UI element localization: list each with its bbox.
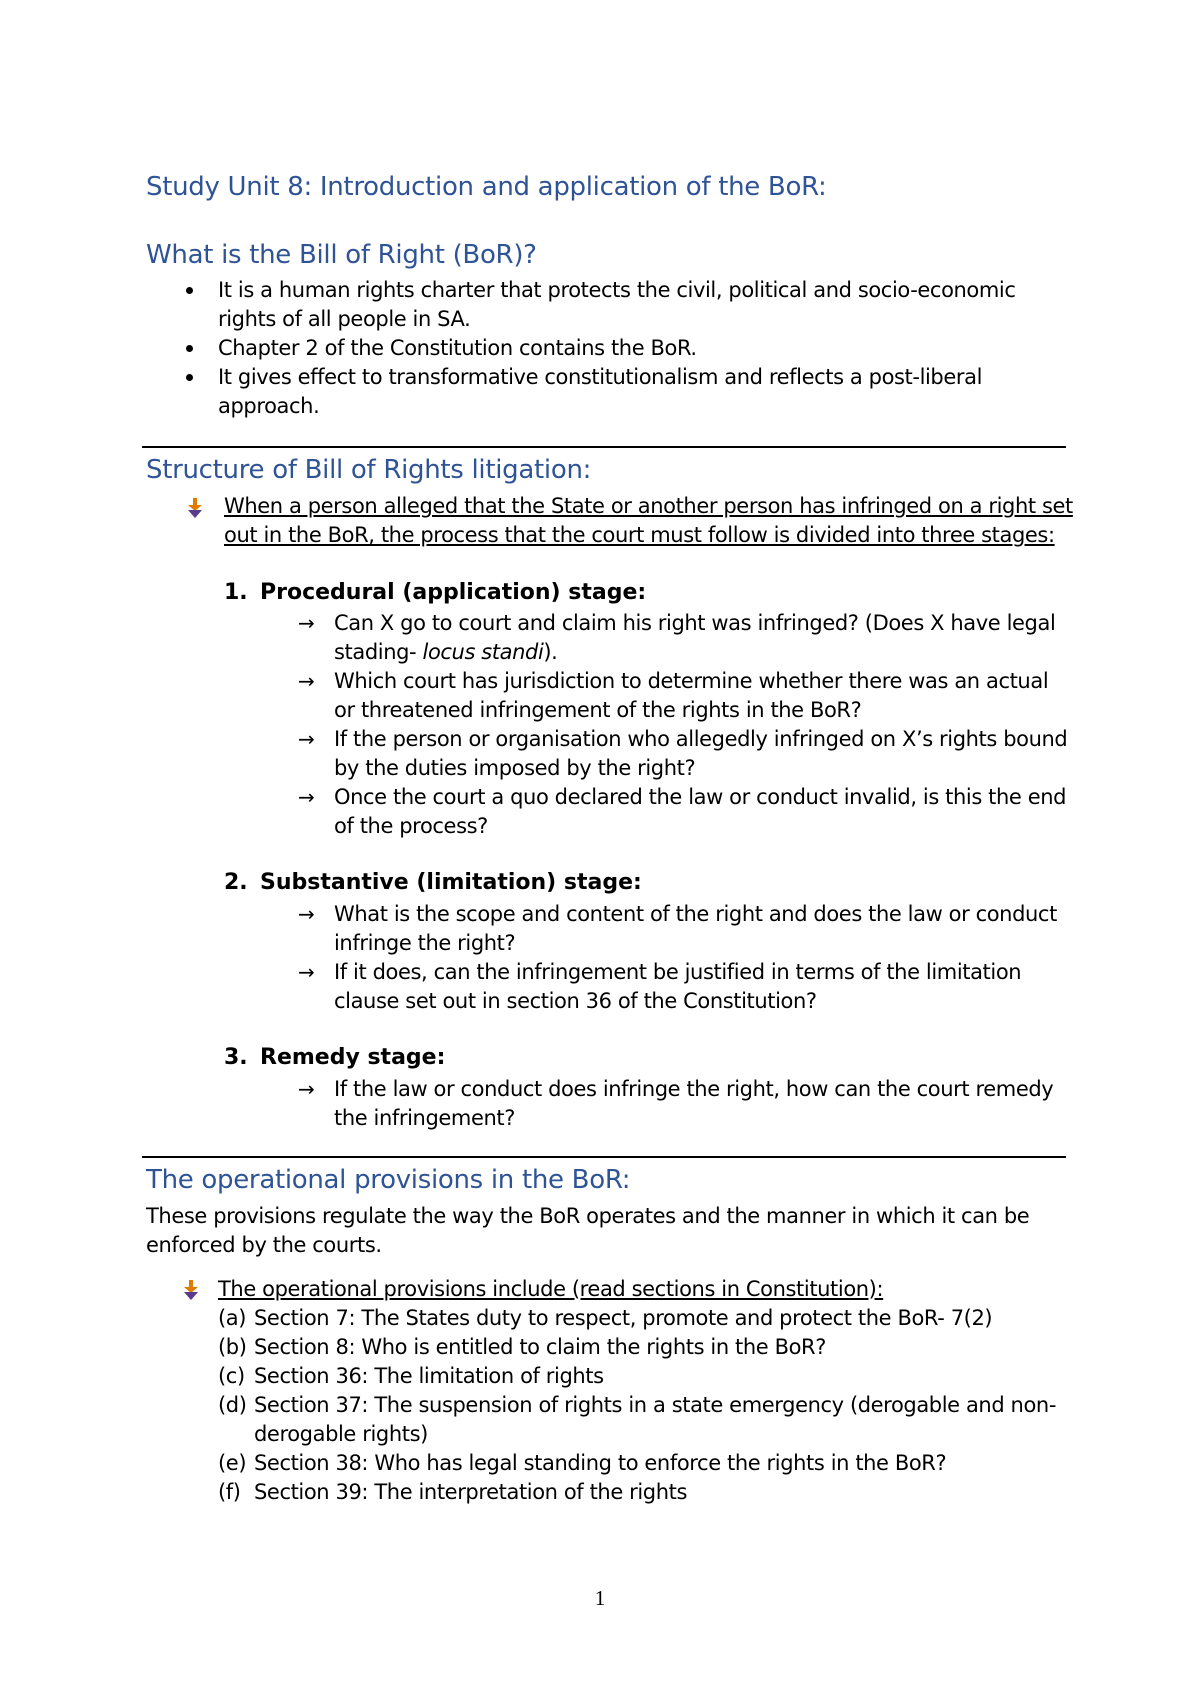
- list-item: → If the law or conduct does infringe the right, how can the court remedy the infringement?: [298, 1077, 1054, 1130]
- remedy-question-list: [298, 1075, 1074, 1133]
- list-item: (c) Section 36: The limitation of rights: [218, 1364, 604, 1388]
- right-arrow-icon: →: [298, 1077, 315, 1101]
- page-title: Study Unit 8: Introduction and application of the BoR:: [146, 172, 827, 202]
- list-item: (b) Section 8: Who is entitled to claim the rights in the BoR?: [218, 1335, 826, 1359]
- list-item: → Which court has jurisdiction to determine whether there was an actual or threatened infringement of the rights in the BoR?: [298, 669, 1049, 722]
- right-arrow-icon: →: [298, 611, 315, 635]
- right-arrow-icon: →: [298, 785, 315, 809]
- stage-title-substantive: 2. Substantive (limitation) stage:: [224, 870, 642, 895]
- list-item: It is a human rights charter that protects the civil, political and socio-economic rights of all people in SA.: [218, 276, 1078, 334]
- double-arrow-down-icon: [184, 497, 206, 519]
- procedural-question-list: [298, 609, 1074, 841]
- right-arrow-icon: →: [298, 727, 315, 751]
- right-arrow-icon: →: [298, 960, 315, 984]
- list-item: It gives effect to transformative constitutionalism and reflects a post-liberal approach.: [218, 363, 1078, 421]
- section-heading-what-is-bor: What is the Bill of Right (BoR)?: [146, 240, 537, 270]
- provisions-list-intro: The operational provisions include (read sections in Constitution):: [218, 1277, 884, 1301]
- litigation-intro: When a person alleged that the State or another person has infringed on a right set out in the BoR, the process that the court must follow is divided into three stages:: [224, 494, 1073, 547]
- substantive-question-list: [298, 900, 1074, 1016]
- page-number: 1: [594, 1586, 606, 1610]
- right-arrow-icon: →: [298, 902, 315, 926]
- bullet-dot-icon: [186, 287, 193, 294]
- list-item: Chapter 2 of the Constitution contains the BoR.: [218, 334, 1078, 363]
- bullet-dot-icon: [186, 345, 193, 352]
- list-item: → What is the scope and content of the right and does the law or conduct infringe the right?: [298, 902, 1057, 955]
- provisions-list: [218, 1304, 1078, 1507]
- right-arrow-icon: →: [298, 669, 315, 693]
- section-heading-operational: The operational provisions in the BoR:: [146, 1165, 631, 1195]
- operational-intro: These provisions regulate the way the BoR operates and the manner in which it can be enforced by the courts.: [146, 1204, 1030, 1257]
- list-item: → Once the court a quo declared the law or conduct invalid, is this the end of the process?: [298, 785, 1067, 838]
- bullet-dot-icon: [186, 374, 193, 381]
- double-arrow-down-icon: [180, 1279, 202, 1301]
- list-item: → If the person or organisation who allegedly infringed on X’s rights bound by the duties imposed by the right?: [298, 727, 1068, 780]
- bor-bullet-list: [218, 276, 1078, 421]
- list-item: → If it does, can the infringement be justified in terms of the limitation clause set out in section 36 of the Constitution?: [298, 960, 1022, 1013]
- list-item: (e) Section 38: Who has legal standing to enforce the rights in the BoR?: [218, 1451, 947, 1475]
- horizontal-divider: [142, 1156, 1066, 1158]
- stage-title-remedy: 3. Remedy stage:: [224, 1045, 446, 1070]
- section-heading-structure: Structure of Bill of Rights litigation:: [146, 455, 592, 485]
- horizontal-divider: [142, 446, 1066, 448]
- list-item: → Can X go to court and claim his right was infringed? (Does X have legal stading- locus standi).: [298, 611, 1056, 664]
- list-item: (d) Section 37: The suspension of rights in a state emergency (derogable and non-derogable rights): [218, 1393, 1056, 1446]
- list-item: (a) Section 7: The States duty to respect, promote and protect the BoR- 7(2): [218, 1306, 993, 1330]
- list-item: (f) Section 39: The interpretation of the rights: [218, 1480, 687, 1504]
- stage-title-procedural: 1. Procedural (application) stage:: [224, 580, 647, 605]
